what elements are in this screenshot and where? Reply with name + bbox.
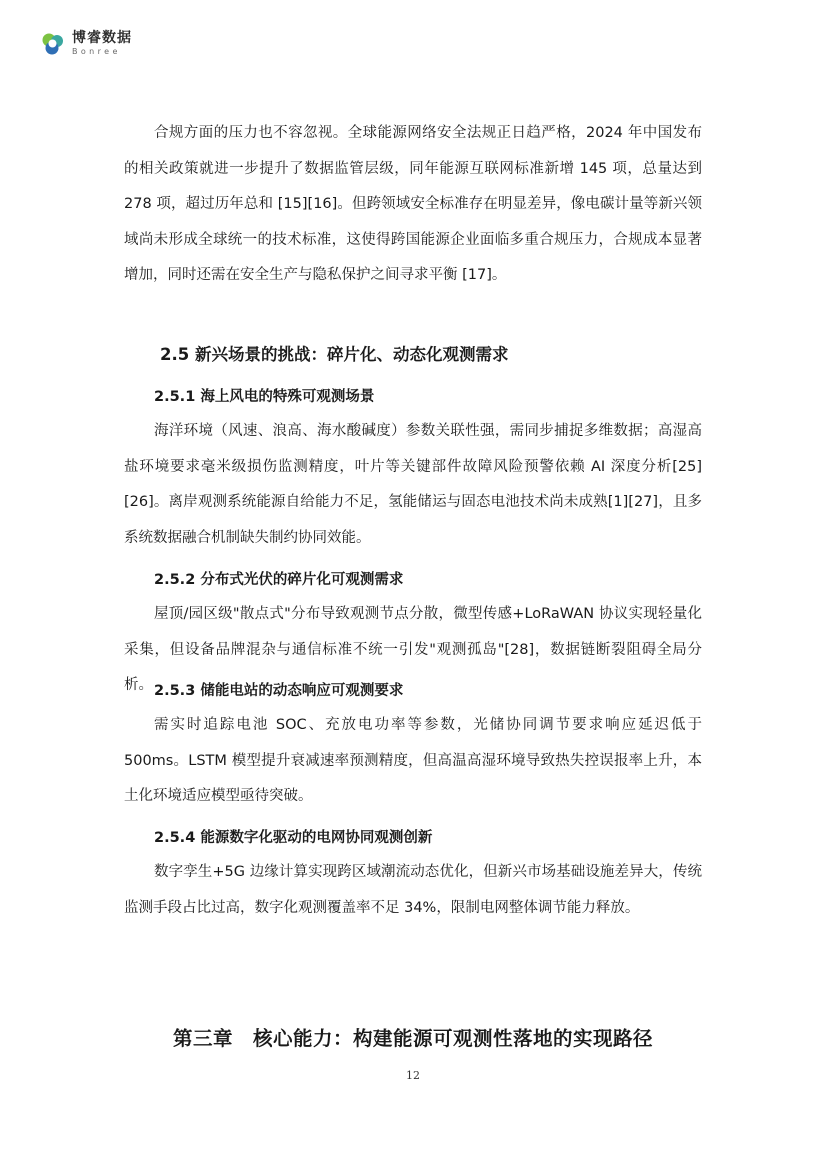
bonree-logo-icon	[40, 31, 66, 57]
logo-english-name: Bonree	[72, 47, 121, 56]
subsection-heading-2-5-1: 2.5.1 海上风电的特殊可观测场景	[154, 389, 375, 405]
logo-chinese-name: 博睿数据	[72, 30, 132, 46]
chapter-3-heading: 第三章 核心能力：构建能源可观测性落地的实现路径	[172, 1027, 653, 1050]
intro-paragraph: 合规方面的压力也不容忽视。全球能源网络安全法规正日趋严格，2024 年中国发布的相关政策就进一步提升了数据监管层级，同年能源互联网标准新增 145 项，总量达到 278 项，超过历年总和 [15][16]。但跨领域安全标准存在明显差异，像电碳计量等新兴领域尚未形成全球统一的技术标准，这使得跨国能源企业面临多重合规压力，合规成本显著增加，同时还需在安全生产与隐私保护之间寻求平衡 [17]。	[124, 125, 702, 283]
page-number: 12	[406, 1069, 420, 1082]
paragraph-2-5-4: 数字孪生+5G 边缘计算实现跨区域潮流动态优化，但新兴市场基础设施差异大，传统监测手段占比过高，数字化观测覆盖率不足 34%，限制电网整体调节能力释放。	[124, 864, 702, 916]
section-heading-2-5: 2.5 新兴场景的挑战：碎片化、动态化观测需求	[160, 345, 509, 364]
paragraph-2-5-1: 海洋环境（风速、浪高、海水酸碱度）参数关联性强，需同步捕捉多维数据；高湿高盐环境要求毫米级损伤监测精度，叶片等关键部件故障风险预警依赖 AI 深度分析[25][26]。离岸观测系统能源自给能力不足，氢能储运与固态电池技术尚未成熟[1][27]，且多系统数据融合机制缺失制约协同效能。	[124, 423, 702, 546]
paragraph-2-5-2: 屋顶/园区级"散点式"分布导致观测节点分散，微型传感+LoRaWAN 协议实现轻量化采集，但设备品牌混杂与通信标准不统一引发"观测孤岛"[28]，数据链断裂阻碍全局分析。	[124, 606, 702, 693]
paragraph-2-5-3: 需实时追踪电池 SOC、充放电功率等参数，光储协同调节要求响应延迟低于 500ms。LSTM 模型提升衰减速率预测精度，但高温高湿环境导致热失控误报率上升，本土化环境适应模型亟待突破。	[124, 717, 702, 804]
subsection-heading-2-5-4: 2.5.4 能源数字化驱动的电网协同观测创新	[154, 830, 433, 846]
subsection-heading-2-5-3: 2.5.3 储能电站的动态响应可观测要求	[154, 683, 404, 699]
subsection-heading-2-5-2: 2.5.2 分布式光伏的碎片化可观测需求	[154, 572, 404, 588]
company-logo	[40, 30, 132, 57]
